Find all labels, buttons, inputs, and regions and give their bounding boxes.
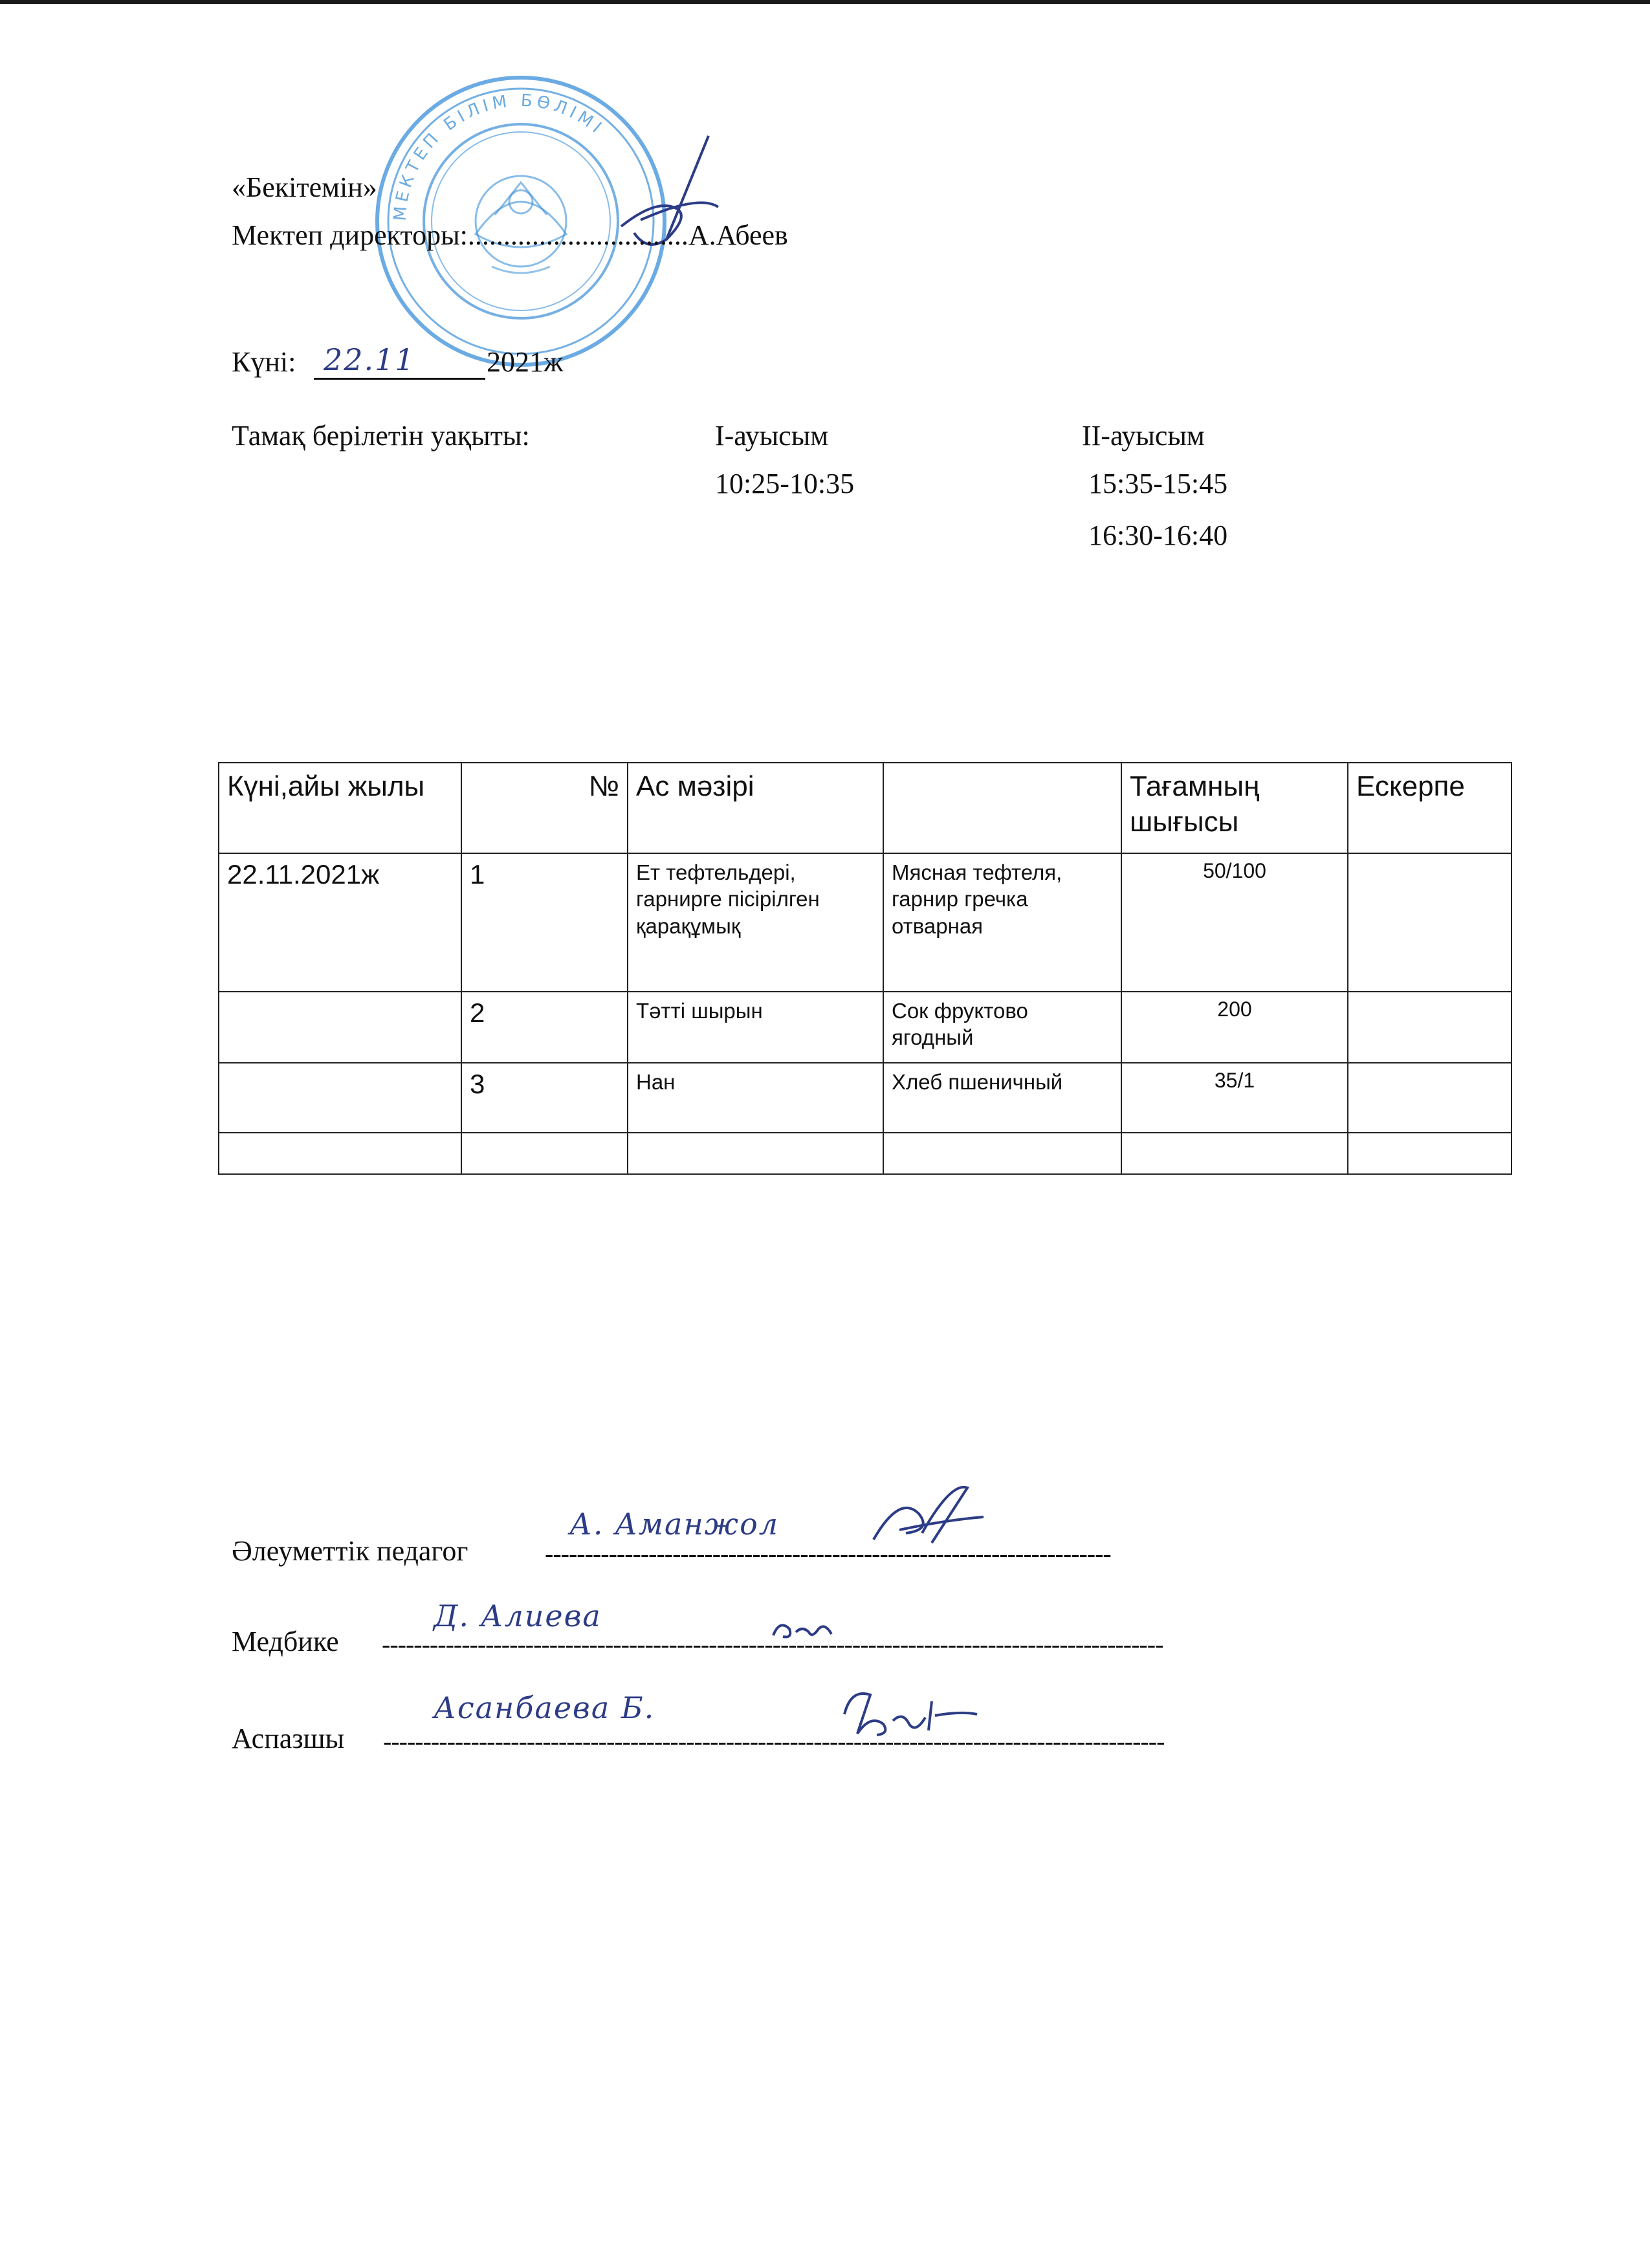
row-number: 3 <box>461 1063 628 1133</box>
approval-title: «Бекітемін» <box>232 171 377 203</box>
row-number <box>461 1133 628 1174</box>
row-ru: Мясная тефтеля, гарнир гречка отварная <box>883 853 1121 992</box>
shift1-title: I-ауысым <box>715 420 829 452</box>
row-date: 22.11.2021ж <box>219 853 461 992</box>
row-output: 200 <box>1121 992 1348 1063</box>
cook-signature-icon <box>831 1675 980 1747</box>
table-row <box>219 1133 1512 1174</box>
header-output: Тағамның шығысы <box>1121 763 1348 853</box>
row-date <box>219 1063 461 1133</box>
pedagog-dash-line: ----------------------------------------------------------------------- <box>545 1539 1111 1568</box>
row-output: 35/1 <box>1121 1063 1348 1133</box>
shift2-time-1: 15:35-15:45 <box>1088 468 1228 499</box>
director-dots: ............................... <box>467 219 688 251</box>
row-kz: Ет тефтельдері, гарнирге пісірілген қарақұмық <box>628 853 883 992</box>
cook-handwritten-name: Асанбаева Б. <box>434 1690 655 1725</box>
row-output <box>1121 1133 1348 1174</box>
table-header-row <box>219 763 1512 853</box>
row-output: 50/100 <box>1121 853 1348 992</box>
nurse-label: Медбике <box>232 1626 339 1657</box>
date-handwritten: 22.11 <box>324 342 415 377</box>
shift1-time: 10:25-10:35 <box>715 468 855 499</box>
row-number: 2 <box>461 992 628 1063</box>
row-ru: Хлеб пшеничный <box>883 1063 1121 1133</box>
shift2-title: II-ауысым <box>1082 420 1205 452</box>
row-date <box>219 992 461 1063</box>
nurse-dash-line: -------------------------------------------------------------------------------------------------- <box>382 1630 1163 1659</box>
header-number: № <box>461 763 628 853</box>
row-number: 1 <box>461 853 628 992</box>
header-note: Ескерпе <box>1348 763 1512 853</box>
row-date <box>219 1133 461 1174</box>
nurse-signature-icon <box>767 1609 838 1648</box>
row-kz <box>628 1133 883 1174</box>
director-line <box>232 217 788 253</box>
pedagog-label: Әлеуметтік педагог <box>232 1535 468 1567</box>
nurse-handwritten-name: Д. Алиева <box>434 1598 602 1633</box>
date-label: Күні: <box>232 346 296 378</box>
pedagog-handwritten-name: А. Аманжол <box>569 1507 780 1542</box>
row-ru <box>883 1133 1121 1174</box>
cook-label: Аспазшы <box>232 1723 345 1754</box>
svg-text:МЕКТЕП БІЛІМ БӨЛІМІ: МЕКТЕП БІЛІМ БӨЛІМІ <box>390 91 608 222</box>
row-ru: Сок фруктово ягодный <box>883 992 1121 1063</box>
director-name: А.Абеев <box>688 219 788 251</box>
table-row <box>219 1063 1512 1133</box>
meal-time-label: Тамақ берілетін уақыты: <box>232 420 530 452</box>
director-label: Мектеп директоры: <box>232 219 468 251</box>
header-menu: Ас мәзірі <box>628 763 883 853</box>
shift2-time-2: 16:30-16:40 <box>1088 519 1228 551</box>
cook-dash-line: -------------------------------------------------------------------------------------------------- <box>383 1727 1165 1756</box>
table-row <box>219 853 1512 992</box>
header-menu-ru <box>883 763 1121 853</box>
row-note <box>1348 853 1512 992</box>
scan-top-edge <box>0 0 1650 4</box>
row-note <box>1348 1063 1512 1133</box>
pedagog-signature-icon <box>861 1468 990 1559</box>
row-note <box>1348 1133 1512 1174</box>
row-note <box>1348 992 1512 1063</box>
table-row <box>219 992 1512 1063</box>
header-date: Күні,айы жылы <box>219 763 461 853</box>
menu-table <box>218 762 1512 1175</box>
row-kz: Тәтті шырын <box>628 992 883 1063</box>
row-kz: Нан <box>628 1063 883 1133</box>
date-year: 2021ж <box>487 346 564 378</box>
